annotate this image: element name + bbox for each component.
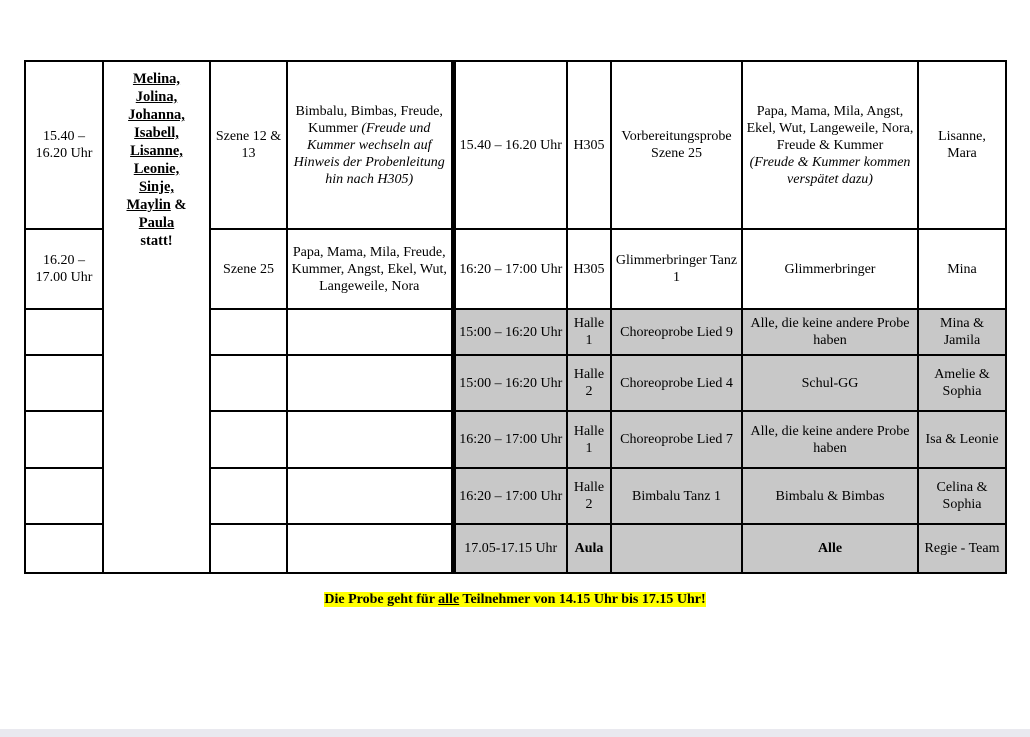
row-who: Glimmerbringer [742, 229, 918, 309]
empty-cell [25, 524, 103, 573]
row-time: 16:20 – 17:00 Uhr [453, 411, 567, 468]
name-item: Lisanne, [130, 143, 183, 159]
empty-cell [210, 355, 287, 411]
empty-cell [25, 411, 103, 468]
row-room: H305 [567, 229, 611, 309]
empty-cell [210, 411, 287, 468]
empty-cell [210, 309, 287, 355]
row-activity: Choreoprobe Lied 9 [611, 309, 742, 355]
row-time: 15:00 – 16:20 Uhr [453, 309, 567, 355]
left-time-1: 15.40 – 16.20 Uhr [25, 61, 103, 229]
row-who: Alle [742, 524, 918, 573]
row-activity [611, 524, 742, 573]
row-room: H305 [567, 61, 611, 229]
row-lead: Mina [918, 229, 1006, 309]
row-time: 16:20 – 17:00 Uhr [453, 468, 567, 524]
bottom-strip [0, 729, 1030, 737]
empty-cell [210, 468, 287, 524]
roles-plain: Bimbalu, Bimbas, Freude, Kummer [295, 103, 443, 136]
note-before: Die Probe geht für [324, 592, 439, 607]
empty-cell [287, 524, 453, 573]
row-activity: Vorbereitungsprobe Szene 25 [611, 61, 742, 229]
row-who: Bimbalu & Bimbas [742, 468, 918, 524]
row-room: Halle 2 [567, 468, 611, 524]
row-lead: Lisanne, Mara [918, 61, 1006, 229]
row-activity: Choreoprobe Lied 7 [611, 411, 742, 468]
row-time: 17.05-17.15 Uhr [453, 524, 567, 573]
empty-cell [25, 468, 103, 524]
row-room: Halle 2 [567, 355, 611, 411]
row-who: Schul-GG [742, 355, 918, 411]
row-time: 15:00 – 16:20 Uhr [453, 355, 567, 411]
who-plain: Papa, Mama, Mila, Angst, Ekel, Wut, Langeweile, Nora, Freude & Kummer [746, 103, 914, 153]
empty-cell [287, 309, 453, 355]
participants-names [103, 61, 210, 573]
table-row [25, 61, 1006, 229]
row-lead: Celina & Sophia [918, 468, 1006, 524]
names-statt: statt! [140, 233, 173, 249]
note-highlight [324, 592, 705, 607]
row-activity: Choreoprobe Lied 4 [611, 355, 742, 411]
row-activity: Glimmerbringer Tanz 1 [611, 229, 742, 309]
name-item: Melina, [132, 71, 181, 87]
name-item: Johanna, [128, 107, 185, 123]
row-time: 16:20 – 17:00 Uhr [453, 229, 567, 309]
row-lead: Amelie & Sophia [918, 355, 1006, 411]
name-item: Maylin [126, 197, 171, 213]
empty-cell [287, 468, 453, 524]
row-activity: Bimbalu Tanz 1 [611, 468, 742, 524]
left-roles-2: Papa, Mama, Mila, Freude, Kummer, Angst, Ekel, Wut, Langeweile, Nora [287, 229, 453, 309]
empty-cell [287, 411, 453, 468]
row-time: 15.40 – 16.20 Uhr [453, 61, 567, 229]
row-room: Halle 1 [567, 309, 611, 355]
note-after: Teilnehmer von 14.15 Uhr bis 17.15 Uhr! [459, 592, 706, 607]
name-item: Paula [138, 215, 175, 231]
row-lead: Isa & Leonie [918, 411, 1006, 468]
empty-cell [210, 524, 287, 573]
note-text [0, 592, 1030, 608]
name-item: Isabell, [134, 125, 179, 141]
name-item: Sinje, [138, 179, 175, 195]
row-who: Alle, die keine andere Probe haben [742, 309, 918, 355]
row-lead: Mina & Jamila [918, 309, 1006, 355]
who-note: (Freude & Kummer kommen verspätet dazu) [749, 154, 911, 187]
empty-cell [287, 355, 453, 411]
name-item: Jolina, [135, 89, 178, 105]
row-who [742, 61, 918, 229]
row-room: Aula [567, 524, 611, 573]
empty-cell [25, 309, 103, 355]
left-roles-1 [287, 61, 453, 229]
note-underlined: alle [438, 592, 460, 607]
rehearsal-schedule-table [24, 60, 1007, 574]
left-time-2: 16.20 – 17.00 Uhr [25, 229, 103, 309]
roles-note: (Freude und Kummer wechseln auf Hinweis der Probenleitung hin nach H305) [293, 120, 445, 187]
left-scene-1: Szene 12 & 13 [210, 61, 287, 229]
left-scene-2: Szene 25 [210, 229, 287, 309]
empty-cell [25, 355, 103, 411]
row-who: Alle, die keine andere Probe haben [742, 411, 918, 468]
row-room: Halle 1 [567, 411, 611, 468]
name-item: Leonie, [133, 161, 180, 177]
row-lead: Regie - Team [918, 524, 1006, 573]
name-ampersand: & [170, 197, 187, 213]
